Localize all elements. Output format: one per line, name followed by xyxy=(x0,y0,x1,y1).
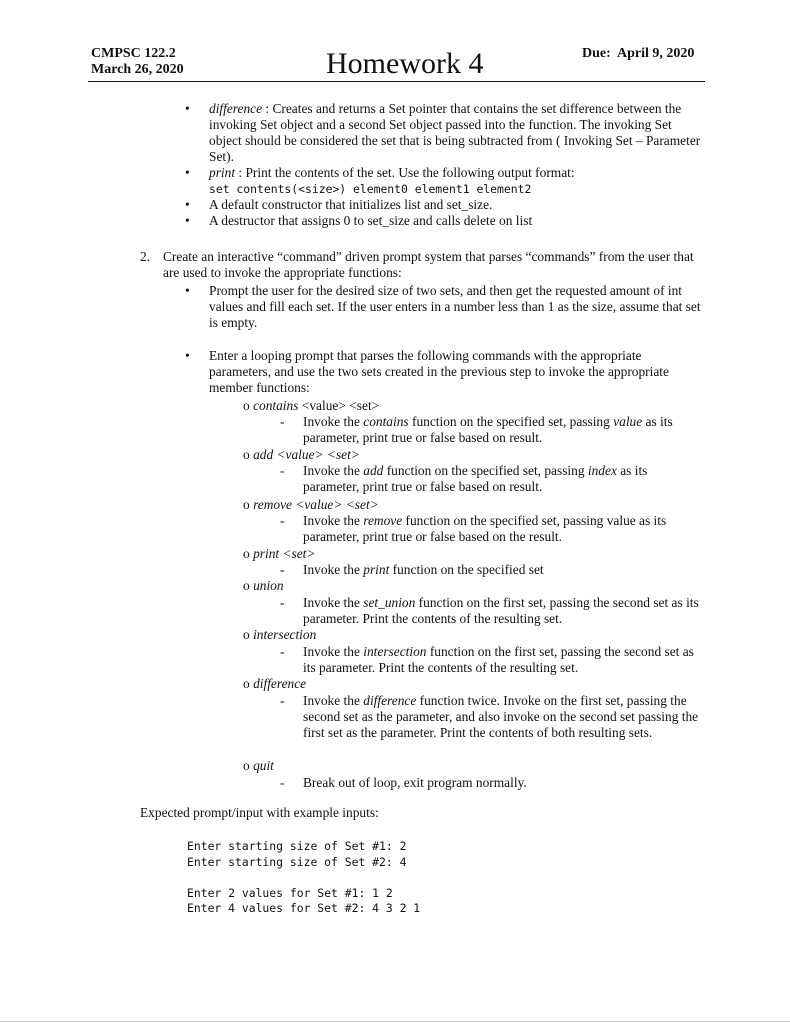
example-console xyxy=(187,839,420,917)
bullet-text: Enter a looping prompt that parses the following commands with the appropriate parameters, and use the two sets created in the previous step to invoke the appropriate member functions: xyxy=(209,348,669,395)
method-list xyxy=(185,101,705,229)
course-info xyxy=(91,46,184,78)
page-bottom-edge xyxy=(0,1021,790,1022)
command-union xyxy=(243,578,705,627)
desc-part: as its parameter, print true or false based on result. xyxy=(303,463,651,494)
desc-emphasis: set_union xyxy=(363,595,416,610)
command-heading xyxy=(243,676,705,692)
expected-label: Expected prompt/input with example inputs: xyxy=(140,805,379,820)
bullet-o: o xyxy=(243,497,250,512)
method-description: Creates and returns a Set pointer that contains the set difference between the invoking Set object and a second Set object passed into the function. The invoking Set object should be considered the set that is being subtracted from ( Invoking Set – Parameter Set). xyxy=(209,101,701,164)
desc-emphasis: remove xyxy=(363,513,403,528)
bullet-o: o xyxy=(243,578,250,593)
desc-part: function on the specified set, passing value as its parameter, print true or false based on the result. xyxy=(303,513,670,544)
command-name: remove xyxy=(253,497,292,512)
method-description: Print the contents of the set. Use the following output format: xyxy=(245,165,575,180)
desc-emphasis: value xyxy=(613,414,643,429)
list-item-difference xyxy=(185,101,705,165)
desc-emphasis: add xyxy=(363,463,384,478)
bullet-o: o xyxy=(243,546,250,561)
command-description xyxy=(243,562,705,578)
desc-emphasis: print xyxy=(363,562,390,577)
command-args: <value> <set> xyxy=(273,447,360,462)
item-text: Create an interactive “command” driven prompt system that parses “commands” from the user that are used to invoke the appropriate functions: xyxy=(163,249,694,280)
command-heading xyxy=(243,497,705,513)
command-print xyxy=(243,546,705,578)
desc-part: as its parameter, print true or false based on result. xyxy=(303,414,677,445)
command-remove xyxy=(243,497,705,545)
method-name: print xyxy=(209,165,236,180)
output-format-code: set contents(<size>) element0 element1 element2 xyxy=(209,182,532,196)
desc-part: Invoke the xyxy=(303,693,364,708)
desc-emphasis: index xyxy=(587,463,617,478)
numbered-item-2 xyxy=(140,249,705,281)
command-args: <value> <set> xyxy=(291,497,379,512)
list-item xyxy=(185,348,705,396)
command-name: difference xyxy=(253,676,307,691)
desc-part: Invoke the xyxy=(303,513,364,528)
command-heading xyxy=(243,447,705,463)
command-description xyxy=(243,775,705,791)
destructor-text: A destructor that assigns 0 to set_size and calls delete on list xyxy=(209,213,533,228)
command-heading xyxy=(243,546,705,562)
command-args: <value> <set> xyxy=(298,398,380,413)
desc-part: function on the first set, passing the second set as its parameter. Print the contents of the resulting set. xyxy=(303,595,703,626)
page-title: Homework 4 xyxy=(326,47,484,80)
desc-part: Break out of loop, exit program normally. xyxy=(303,775,527,790)
desc-part: function twice. Invoke on the first set, passing the second set as the parameter, and also invoke on the second set passing the first set as the parameter. Print the contents of both resulting sets. xyxy=(303,693,702,740)
bullet-text: Prompt the user for the desired size of two sets, and then get the requested amount of int values and fill each set. If the user enters in a number less than 1 as the size, assume that set is empty. xyxy=(209,283,701,330)
command-args: <set> xyxy=(279,546,316,561)
bullet-o: o xyxy=(243,676,250,691)
command-name: add xyxy=(253,447,274,462)
bullet-o: o xyxy=(243,398,250,413)
desc-part: Invoke the xyxy=(303,644,364,659)
item-number: 2. xyxy=(140,249,151,264)
desc-emphasis: intersection xyxy=(363,644,427,659)
desc-part: function on the specified set, passing xyxy=(383,463,588,478)
command-add xyxy=(243,447,705,495)
command-name: contains xyxy=(253,398,299,413)
bullet-o: o xyxy=(243,627,250,642)
command-difference xyxy=(243,676,705,741)
command-name: quit xyxy=(253,758,274,773)
due-date: Due: April 9, 2020 xyxy=(582,46,695,61)
command-intersection xyxy=(243,627,705,676)
command-contains xyxy=(243,398,705,446)
desc-emphasis: contains xyxy=(363,414,409,429)
console-line: Enter 4 values for Set #2: 4 3 2 1 xyxy=(187,901,421,915)
header-divider xyxy=(88,81,705,82)
separator: : xyxy=(235,165,246,180)
constructor-text: A default constructor that initializes list and set_size. xyxy=(209,197,493,212)
desc-emphasis: difference xyxy=(363,693,417,708)
separator: : xyxy=(262,101,273,116)
list-item-print xyxy=(185,165,705,197)
console-line-blank xyxy=(187,870,420,886)
desc-part: Invoke the xyxy=(303,463,364,478)
command-description xyxy=(243,414,705,446)
command-description xyxy=(243,463,705,495)
list-item-destructor xyxy=(185,213,705,229)
bullet-o: o xyxy=(243,758,250,773)
bullet-o: o xyxy=(243,447,250,462)
command-heading xyxy=(243,758,705,774)
command-heading xyxy=(243,398,705,414)
desc-part: function on the specified set xyxy=(389,562,544,577)
method-name: difference xyxy=(209,101,263,116)
command-heading xyxy=(243,627,705,643)
desc-part: Invoke the xyxy=(303,595,364,610)
command-name: print xyxy=(253,546,280,561)
command-quit xyxy=(243,758,705,791)
prompt-bullet-2 xyxy=(185,348,705,396)
command-name: union xyxy=(253,578,284,593)
prompt-bullet-1 xyxy=(185,283,705,331)
command-description xyxy=(243,644,705,676)
course-code: CMPSC 122.2 xyxy=(91,46,176,61)
console-line: Enter starting size of Set #1: 2 xyxy=(187,839,407,853)
assignment-date: March 26, 2020 xyxy=(91,62,184,77)
command-heading xyxy=(243,578,705,594)
command-name: intersection xyxy=(253,627,317,642)
list-item xyxy=(185,283,705,331)
command-description xyxy=(243,693,705,741)
console-line: Enter 2 values for Set #1: 1 2 xyxy=(187,885,393,900)
desc-part: Invoke the xyxy=(303,562,364,577)
list-item-constructor xyxy=(185,197,705,213)
desc-part: function on the specified set, passing xyxy=(408,414,614,429)
console-line: Enter starting size of Set #2: 4 xyxy=(187,854,407,869)
command-description xyxy=(243,513,705,545)
desc-part: function on the first set, passing the second set as its parameter. Print the contents of the resulting set. xyxy=(303,644,698,675)
command-description xyxy=(243,595,705,627)
desc-part: Invoke the xyxy=(303,414,364,429)
